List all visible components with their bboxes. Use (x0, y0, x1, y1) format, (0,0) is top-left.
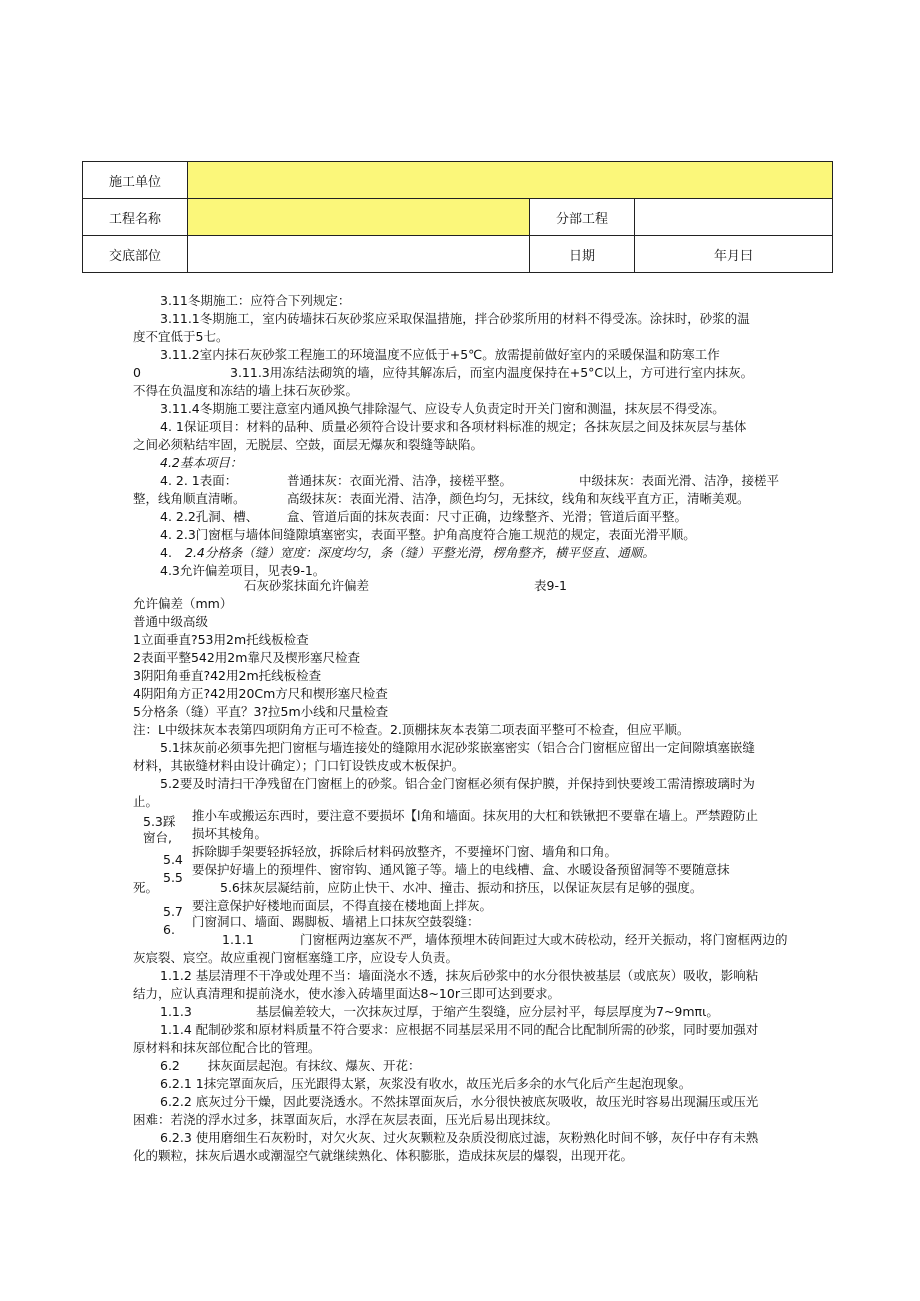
text-line: 5.2要及时清扫干净残留在门窗框上的砂浆。铝合金门窗框必须有保护膜，并保持到快要竣工需清擦玻璃时为 (160, 776, 755, 791)
text-line: 止。 (133, 794, 159, 809)
table-title: 石灰砂浆抹面允许偏差 (244, 578, 370, 593)
text-line: 4. 2.2孔洞、槽、 (160, 509, 259, 524)
text-line: 之间必须粘结牢固，无脱层、空鼓，面层无爆灰和裂缝等缺陷。 (133, 437, 484, 452)
part-label: 交底部位 (83, 236, 188, 273)
text-line: 抹灰面层起泡。有抹纹、爆灰、开花： (208, 1058, 421, 1073)
text-line: 4.2基本项目： (160, 455, 243, 470)
text-line: 3.11.3用冻结法砌筑的墙，应待其解冻后，而室内温度保持在+5°C以上，方可进行室内抹灰。 (230, 365, 754, 380)
project-label: 工程名称 (83, 199, 188, 236)
text-line: 高级抹灰：表面光滑、洁净，颜色均匀，无抹纹，线角和灰线平直方正，清晰美观。 (287, 491, 750, 506)
text-line: 中级抹灰：表面光滑、洁净，接槎平 (579, 473, 780, 488)
text-line: 1立面垂直?53用2m托线板检查 (133, 632, 309, 647)
text-line: 要保护好墙上的预埋件、窗帘钩、通风篦子等。墙上的电线槽、盒、水暖设备预留洞等不要随意抹 (192, 862, 730, 877)
unit-label: 施工单位 (83, 162, 188, 199)
text-line: 注：L中级抹灰本表第四项阴角方正可不检查。2.顶棚抹灰本表第二项表面平整可不检查，但应平顺。 (133, 722, 690, 737)
text-line: 拆除脚手架要轻拆轻放，拆除后材料码放整齐，不要撞坏门窗、墙角和口角。 (192, 844, 618, 859)
text-line: 5.7 (163, 904, 183, 919)
text-line: 死。 (133, 880, 159, 895)
date-label: 日期 (530, 236, 635, 273)
text-line: 3.11冬期施工：应符合下列规定： (160, 293, 351, 308)
text-line: 2表面平整542用2m靠尺及楔形塞尺检查 (133, 650, 360, 665)
text-line: 困难：若浇的浮水过多，抹罩面灰后，水浮在灰层表面，压光后易出现抹纹。 (133, 1112, 559, 1127)
text-line: 盒、管道后面的抹灰表面：尺寸正确，边缘整齐、光滑；管道后面平整。 (287, 509, 688, 524)
text-line: 材料，其嵌缝材料由设计确定）；门口钉设铁皮或木板保护。 (133, 758, 465, 773)
text-line: 1.1.2 基层清理不干净或处理不当：墙面浇水不透，抹灰后砂浆中的水分很快被基层（或底灰）吸收，影响粘 (160, 968, 759, 983)
text-line: 6.2.2 底灰过分干燥，因此要浇透水。不然抹罩面灰后，水分很快被底灰吸收，故压光时容易出现漏压或压光 (160, 1094, 759, 1109)
text-line: 5.5 (163, 870, 183, 885)
project-field[interactable] (188, 199, 530, 236)
text-line: 6.2.3 使用磨细生石灰粉时，对欠火灰、过火灰颗粒及杂质没彻底过滤，灰粉熟化时间不够，灰仔中存有未熟 (160, 1130, 759, 1145)
text-line: 0 (133, 365, 141, 380)
text-line: 4. 2. 1表面： (160, 473, 238, 488)
text-line: 普通中级高级 (133, 614, 209, 629)
text-line: 整，线角顺直清晰。 (133, 491, 246, 506)
text-line: 损坏其棱角。 (192, 826, 268, 841)
subproject-label: 分部工程 (530, 199, 635, 236)
text-line: 不得在负温度和冻结的墙上抹石灰砂浆。 (133, 383, 359, 398)
text-line: 度不宜低于5七。 (133, 329, 229, 344)
text-line: 化的颗粒，抹灰后遇水或潮湿空气就继续熟化、体积膨胀，造成抹灰层的爆裂，出现开花。 (133, 1148, 634, 1163)
subproject-field[interactable] (635, 199, 833, 236)
text-line: 1.1.3 (160, 1004, 192, 1019)
text-line: 4. (160, 545, 172, 560)
text-line: 4. 2.3门窗框与墙体间缝隙填塞密实，表面平整。护角高度符合施工规范的规定，表面光滑平顺。 (160, 527, 696, 542)
text-line: 5.6抹灰层凝结前，应防止快干、水冲、撞击、振动和挤压，以保证灰层有足够的强度。 (220, 880, 703, 895)
text-line: 门窗框两边塞灰不严，墙体预埋木砖间距过大或木砖松动，经开关振动，将门窗框两边的 (300, 932, 788, 947)
text-line: 推小车或搬运东西时，要注意不要损坏【l角和墙面。抹灰用的大杠和铁锹把不要靠在墙上。严禁蹬防止 (192, 808, 758, 823)
text-line: 结力，应认真清理和提前浇水，使水渗入砖墙里面达8~10r三即可达到要求。 (133, 986, 560, 1001)
text-line: 允许偏差（mm） (133, 596, 233, 611)
text-line: 6. (163, 922, 175, 937)
date-field[interactable]: 年月曰 (635, 236, 833, 273)
text-line: 3.11.4冬期施工要注意室内通风换气排除湿气、应设专人负责定时开关门窗和测温，抹灰层不得受冻。 (160, 401, 725, 416)
header-table (82, 161, 833, 273)
text-line: 6.2.1 1抹完罩面灰后，压光跟得太紧，灰浆没有收水，故压光后多余的水气化后产生起泡现象。 (160, 1076, 692, 1091)
text-line: 5分格条（缝）平直？3?拉5m小线和尺量检查 (133, 704, 389, 719)
text-line: 4阴阳角方正?42用20Cm方尺和楔形塞尺检查 (133, 686, 388, 701)
text-line: 基层偏差较大，一次抹灰过厚，于缩产生裂缝，应分层衬平，每层厚度为7~9mπι。 (256, 1004, 719, 1019)
text-line: 灰宸裂、宸空。故应重视门窗框塞缝工序，应设专人负责。 (133, 950, 459, 965)
text-line: 4.3允许偏差项目，见表9-1。 (160, 563, 326, 578)
text-line: 2.4分格条（缝）宽度：深度均匀，条（缝）平整光滑，楞角整齐，横平竖直、通顺。 (185, 545, 655, 560)
text-line: 要注意保护好楼地而面层，不得直接在楼地面上拌灰。 (192, 898, 493, 913)
text-line: 1.1.4 配制砂浆和原材料质量不符合要求：应根据不同基层采用不同的配合比配制所需的砂浆，同时要加强对 (160, 1022, 759, 1037)
unit-field[interactable] (188, 162, 833, 199)
text-line: 5.1抹灰前必须事先把门窗框与墙连接处的缝隙用水泥砂浆嵌塞密实（铝合合门窗框应留出一定间隙填塞嵌缝 (160, 740, 755, 755)
text-line: 5.4 (163, 852, 183, 867)
table-number: 表9-1 (534, 578, 567, 593)
text-line: 门窗洞口、墙面、踢脚板、墙裙上口抹灰空鼓裂缝： (192, 914, 480, 929)
text-line: 3.11.1冬期施工，室内砖墙抹石灰砂浆应采取保温措施，拌合砂浆所用的材料不得受冻。涂抹时，砂浆的温 (160, 311, 750, 326)
text-line: 3阴阳角垂直?42用2m托线板检查 (133, 668, 322, 683)
text-line: 6.2 (160, 1058, 180, 1073)
text-line: 4. 1保证项目：材料的品种、质量必须符合设计要求和各项材料标准的规定；各抹灰层之间及抹灰层与基体 (160, 419, 747, 434)
part-field[interactable] (188, 236, 530, 273)
text-line: 普通抹灰：衣面光滑、洁净，接槎平整。 (287, 473, 513, 488)
text-line: 5.3踩 (143, 814, 176, 829)
text-line: 窗台, (143, 830, 172, 845)
text-line: 1.1.1 (222, 932, 254, 947)
text-line: 原材料和抹灰部位配合比的管理。 (133, 1040, 321, 1055)
text-line: 3.11.2室内抹石灰砂浆工程施工的环境温度不应低于+5℃。放需提前做好室内的采暖保温和防寒工作 (160, 347, 720, 362)
